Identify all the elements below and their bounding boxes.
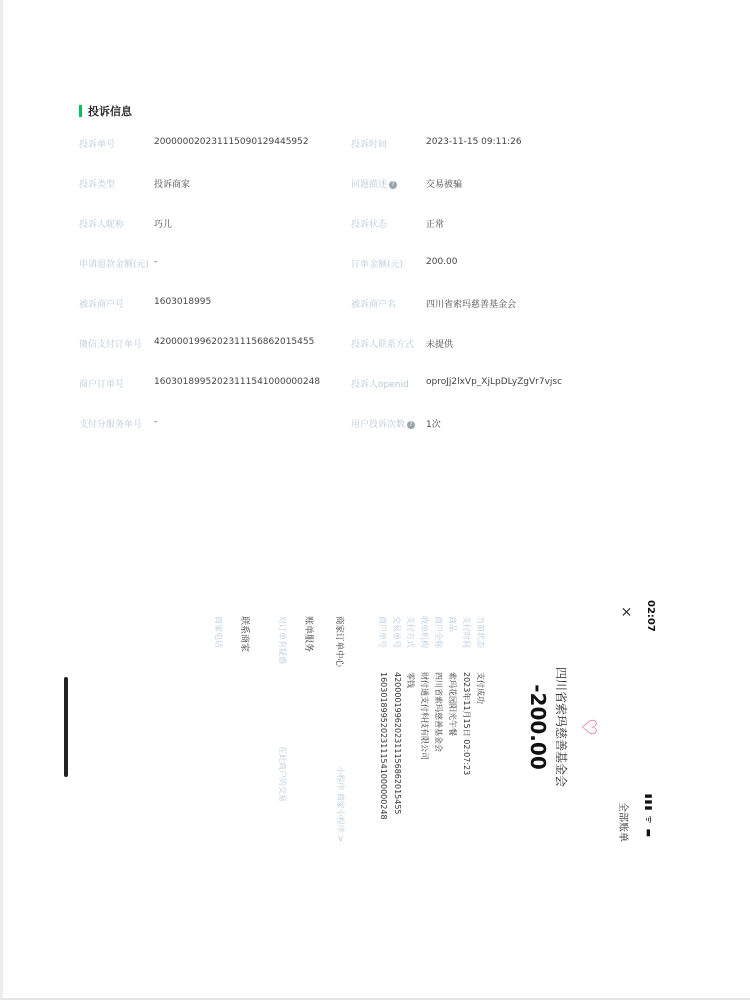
field-label <box>351 177 397 190</box>
field-value: 200000020231115090129445952 <box>154 137 309 147</box>
close-icon[interactable]: × <box>618 606 634 618</box>
field-label: 投诉类型 <box>79 180 116 190</box>
field-value: 2023-11-15 09:11:26 <box>426 137 522 147</box>
field-value: 1次 <box>426 420 441 430</box>
home-indicator[interactable] <box>64 677 68 777</box>
field-label: 被诉商户号 <box>79 300 125 310</box>
info-row <box>79 217 599 257</box>
detail-label: 商户全称 <box>434 616 443 648</box>
field-label: 微信支付订单号 <box>79 340 143 350</box>
field-label: 投诉人昵称 <box>79 220 125 230</box>
merchant-name: 四川省索玛慈善基金会 <box>554 666 568 787</box>
field-label: 投诉单号 <box>79 140 116 150</box>
field-label: 投诉状态 <box>351 220 388 230</box>
field-label-text: 用户投诉次数 <box>351 420 406 430</box>
detail-label: 交易单号 <box>392 616 401 648</box>
detail-value: 四川省索玛慈善基金会 <box>434 672 443 752</box>
detail-value: 零钱 <box>406 672 415 688</box>
field-label: 投诉时间 <box>351 140 388 150</box>
merchant-phone-link[interactable]: 商家电话 <box>214 616 223 648</box>
phone-screen <box>62 592 662 862</box>
detail-label: 商户单号 <box>378 616 387 648</box>
section-title <box>79 103 132 119</box>
bill-service-title: 账单服务 <box>303 616 313 653</box>
transaction-details <box>374 616 486 846</box>
field-label: 订单金额(元) <box>351 260 404 270</box>
detail-label: 支付时间 <box>462 616 471 648</box>
heart-logo-icon: ♡ <box>577 718 601 736</box>
detail-row <box>402 616 416 846</box>
detail-row <box>374 616 388 846</box>
detail-value: 16030189952023111541000000248 <box>379 672 388 820</box>
mini-program-link[interactable]: 小程序 商家小程序 > <box>336 766 345 842</box>
field-label-text: 问题描述 <box>351 180 388 190</box>
order-question-button[interactable]: 对订单有疑惑 <box>278 616 287 664</box>
field-value: 未提供 <box>426 340 454 350</box>
merchant-transactions-button[interactable]: 在此商户的交易 <box>278 746 287 802</box>
status-time: 02:07 <box>645 600 656 632</box>
help-icon[interactable]: ? <box>389 181 397 189</box>
detail-value: 财付通支付科技有限公司 <box>420 672 429 760</box>
info-row <box>79 377 599 417</box>
field-value: - <box>154 257 158 267</box>
field-value: oproJj2lxVp_XjLpDLyZgVr7vjsc <box>426 377 563 387</box>
detail-value: 4200001996202311156862015455 <box>393 672 402 815</box>
field-value: - <box>154 417 158 427</box>
field-value: 四川省索玛慈善基金会 <box>426 300 517 310</box>
detail-row <box>458 616 472 846</box>
field-value: 16030189952023111541000000248 <box>154 377 321 387</box>
info-row <box>79 177 599 217</box>
info-row <box>79 337 599 377</box>
detail-row <box>472 616 486 846</box>
detail-label: 当前状态 <box>476 616 485 648</box>
field-value: 交易被骗 <box>426 180 463 190</box>
field-value: 投诉商家 <box>154 180 191 190</box>
detail-row <box>416 616 430 846</box>
detail-label: 商品 <box>448 616 457 632</box>
field-value: 200.00 <box>426 257 458 267</box>
field-value: 正常 <box>426 220 445 230</box>
field-label: 支付分服务单号 <box>79 420 143 430</box>
detail-value: 2023年11月15日 02:07:23 <box>462 672 471 776</box>
field-label: 商户订单号 <box>79 380 125 390</box>
field-label <box>351 417 415 430</box>
help-icon[interactable]: ? <box>407 421 415 429</box>
payment-amount: -200.00 <box>526 684 550 770</box>
scan-left-edge <box>0 0 3 1000</box>
info-row <box>79 137 599 177</box>
payment-screenshot-rotated <box>62 592 662 862</box>
detail-row <box>388 616 402 846</box>
field-value: 1603018995 <box>154 297 212 307</box>
contact-merchant-title: 联系商家 <box>239 616 249 653</box>
field-value: 巧儿 <box>154 220 173 230</box>
field-label: 投诉人openid <box>351 380 409 390</box>
detail-label: 收单机构 <box>420 616 429 648</box>
field-label: 申请退款金额(元) <box>79 260 150 270</box>
detail-row <box>444 616 458 846</box>
info-row <box>79 297 599 337</box>
detail-value: 索玛花园阳光午餐 <box>448 672 457 736</box>
complaint-info-grid <box>79 137 599 457</box>
bill-detail-screen <box>62 592 662 862</box>
field-value: 4200001996202311156862015455 <box>154 337 315 347</box>
title-accent-bar <box>79 105 82 117</box>
detail-value: 支付成功 <box>476 672 485 704</box>
info-row <box>79 257 599 297</box>
merchant-order-center-link[interactable]: 商家订单中心 <box>334 616 344 668</box>
info-row <box>79 417 599 457</box>
signal-battery-icon: ▮▮▮ ᯤ ▬ <box>643 793 653 838</box>
field-label: 投诉人联系方式 <box>351 340 415 350</box>
detail-row <box>430 616 444 846</box>
section-title-text: 投诉信息 <box>88 105 132 118</box>
all-bills-link[interactable]: 全部账单 <box>617 802 628 842</box>
detail-label: 支付方式 <box>406 616 415 648</box>
field-label: 被诉商户名 <box>351 300 397 310</box>
